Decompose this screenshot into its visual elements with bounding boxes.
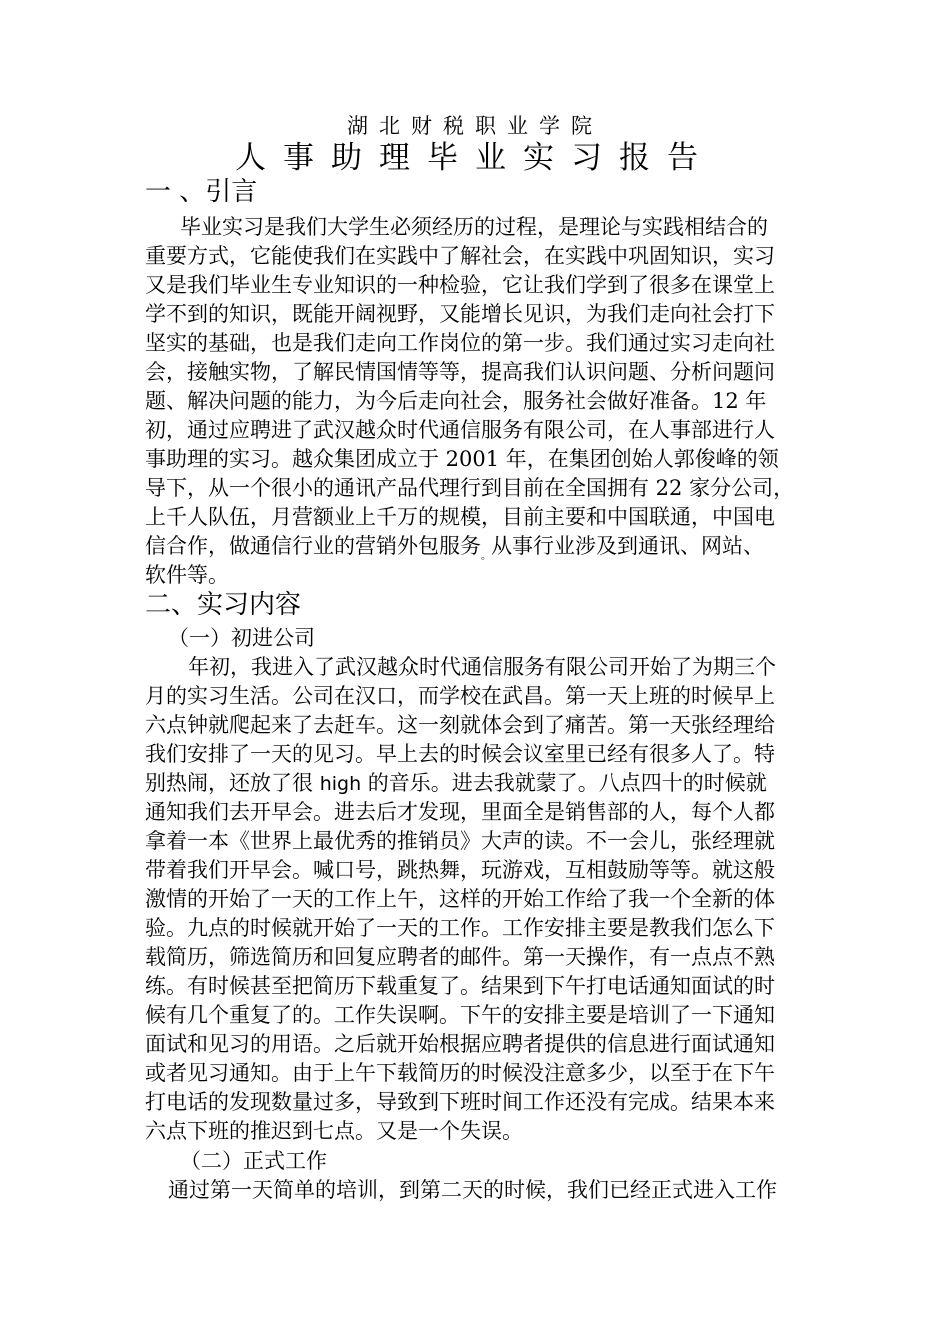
paragraph-line: 又是我们毕业生专业知识的一种检验，它让我们学到了很多在课堂上	[145, 273, 775, 297]
line-text: 别热闹，还放了很	[145, 771, 320, 795]
paragraph-line: 打电话的发现数量过多，导致到下班时间工作还没有完成。结果本来	[145, 1090, 775, 1114]
paragraph-line: 通知我们去开早会。进去后才发现，里面全是销售部的人，每个人都	[145, 800, 775, 824]
paragraph-line: 上千人队伍，月营额业上千万的规模，目前主要和中国联通，中国电	[145, 505, 775, 529]
paragraph-line: 拿着一本《世界上最优秀的推销员》大声的读。不一会儿，张经理就	[145, 829, 775, 853]
paragraph-line: 我们安排了一天的见习。早上去的时候会议室里已经有很多人了。特	[145, 742, 775, 766]
paragraph-line	[145, 768, 767, 799]
line-text: 从事行业涉及到通讯、网站、	[491, 534, 764, 558]
paragraph-line: 或者见习通知。由于上午下载简历的时候没注意多少，以至于在下午	[145, 1061, 775, 1085]
paragraph-line: 题、解决问题的能力，为今后走向社会，服务社会做好准备。12 年	[145, 389, 767, 413]
paragraph-line: 激情的开始了一天的工作上午，这样的开始工作给了我一个全新的体	[145, 887, 775, 911]
school-name: 湖北财税职业学院	[347, 114, 603, 138]
paragraph-line: 毕业实习是我们大学生必须经历的过程，是理论与实践相结合的	[180, 215, 768, 239]
latin-word: high	[319, 773, 362, 795]
paragraph-line: 月的实习生活。公司在汉口，而学校在武昌。第一天上班的时候早上	[145, 684, 775, 708]
paragraph-line: 通过第一天简单的培训，到第二天的时候，我们已经正式进入工作	[168, 1178, 777, 1202]
section-heading-content: 二、实习内容	[145, 590, 302, 620]
paragraph-line: 事助理的实习。越众集团成立于 2001 年，在集团创始人郭俊峰的领	[145, 447, 779, 471]
paragraph-line: 面试和见习的用语。之后就开始根据应聘者提供的信息进行面试通知	[145, 1032, 775, 1056]
paragraph-line: 坚实的基础，也是我们走向工作岗位的第一步。我们通过实习走向社	[145, 331, 775, 355]
paragraph-line: 载简历，筛选简历和回复应聘者的邮件。第一天操作，有一点点不熟	[145, 945, 775, 969]
paragraph-line: 软件等。	[145, 563, 229, 587]
small-period: 。	[481, 551, 491, 562]
paragraph-line: 年初，我进入了武汉越众时代通信服务有限公司开始了为期三个	[188, 655, 776, 679]
line-text: 的音乐。进去我就蒙了。八点四十的时候就	[361, 771, 767, 795]
paragraph-line: 六点下班的推迟到七点。又是一个失误。	[145, 1119, 523, 1143]
paragraph-line: 练。有时候甚至把简历下载重复了。结果到下午打电话通知面试的时	[145, 974, 775, 998]
report-title: 人事助理毕业实习报告	[235, 140, 715, 176]
paragraph-line: 导下，从一个很小的通讯产品代理行到目前在全国拥有 22 家分公司，	[145, 476, 795, 500]
subsection-heading-first-days: （一）初进公司	[168, 626, 315, 650]
subsection-heading-formal-work: （二）正式工作	[180, 1149, 327, 1173]
paragraph-line: 六点钟就爬起来了去赶车。这一刻就体会到了痛苦。第一天张经理给	[145, 713, 775, 737]
paragraph-line: 会，接触实物，了解民情国情等等，提高我们认识问题、分析问题问	[145, 360, 775, 384]
paragraph-line: 学不到的知识，既能开阔视野，又能增长见识，为我们走向社会打下	[145, 302, 775, 326]
section-heading-introduction: 一 、引言	[145, 177, 258, 207]
paragraph-line: 候有几个重复了的。工作失误啊。下午的安排主要是培训了一下通知	[145, 1003, 775, 1027]
paragraph-line: 初，通过应聘进了武汉越众时代通信服务有限公司，在人事部进行人	[145, 418, 775, 442]
line-text: 信合作，做通信行业的营销外包服务	[145, 534, 481, 558]
paragraph-line: 验。九点的时候就开始了一天的工作。工作安排主要是教我们怎么下	[145, 916, 775, 940]
paragraph-line: 重要方式，它能使我们在实践中了解社会，在实践中巩固知识，实习	[145, 244, 775, 268]
paragraph-line	[145, 531, 764, 572]
paragraph-line: 带着我们开早会。喊口号，跳热舞，玩游戏，互相鼓励等等。就这般	[145, 858, 775, 882]
